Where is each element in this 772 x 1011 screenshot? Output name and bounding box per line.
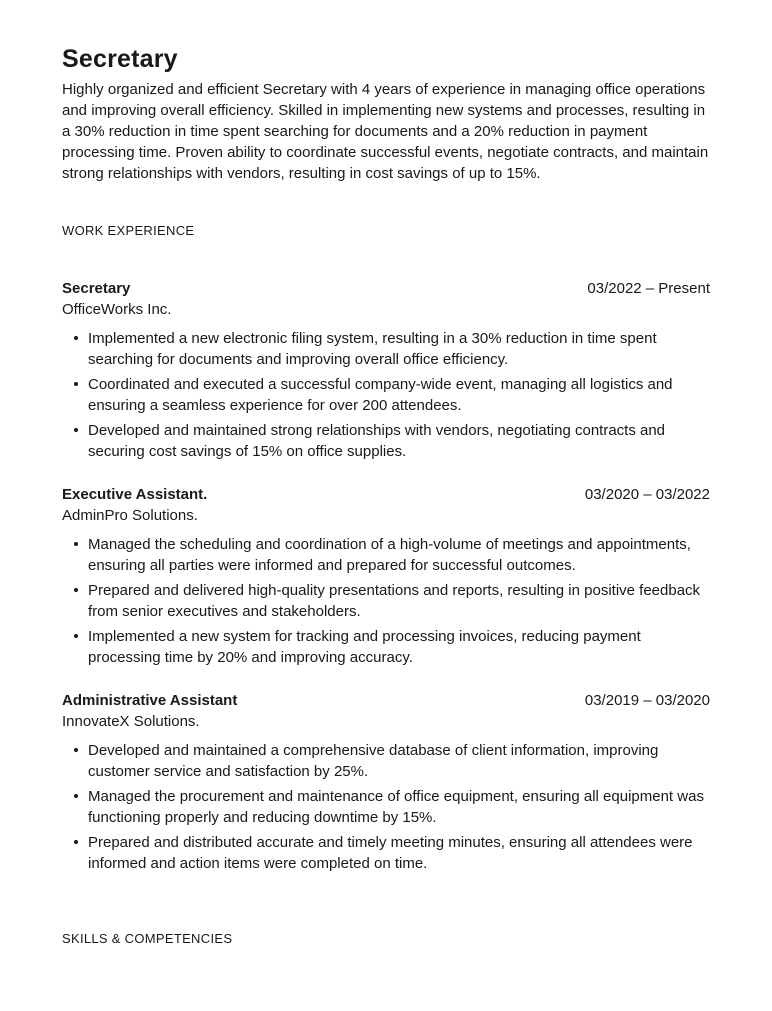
job-title: Secretary (62, 280, 131, 297)
bullet-item (88, 740, 710, 782)
job-dates: 03/2020 – 03/2022 (584, 486, 710, 503)
bullet-dot-icon (74, 336, 78, 340)
job-title: Executive Assistant. (62, 486, 208, 503)
bullet-text: Managed the procurement and maintenance of office equipment, ensuring all equipment was functioning properly and reducing downtime by 15%. (88, 788, 704, 826)
bullet-text: Developed and maintained a comprehensive database of client information, improving customer service and satisfaction by 25%. (88, 742, 659, 780)
bullet-item (88, 580, 710, 622)
job-header (62, 278, 710, 299)
job-company: OfficeWorks Inc. (62, 301, 172, 318)
job-header (62, 484, 710, 505)
job-dates: 03/2022 – Present (587, 280, 710, 297)
bullet-text: Coordinated and executed a successful company-wide event, managing all logistics and ensuring a seamless experience for over 200 attendees. (88, 376, 673, 414)
bullet-dot-icon (74, 634, 78, 638)
job-company: AdminPro Solutions. (62, 507, 198, 524)
section-label-work-experience: WORK EXPERIENCE (62, 223, 195, 238)
bullet-text: Developed and maintained strong relationships with vendors, negotiating contracts and securing cost savings of 15% on office supplies. (88, 422, 666, 460)
bullet-text: Prepared and distributed accurate and timely meeting minutes, ensuring all attendees were informed and action items were completed on time. (88, 834, 693, 872)
bullet-item (88, 374, 710, 416)
job-bullet-list (62, 534, 710, 668)
bullet-text: Implemented a new system for tracking and processing invoices, reducing payment processing time by 20% and improving accuracy. (88, 628, 641, 666)
job-entry-administrative-assistant (62, 690, 710, 874)
bullet-dot-icon (74, 542, 78, 546)
job-dates: 03/2019 – 03/2020 (584, 692, 710, 709)
bullet-text: Managed the scheduling and coordination of a high-volume of meetings and appointments, ensuring all parties were informed and prepared for successful outcomes. (88, 536, 691, 574)
bullet-item (88, 534, 710, 576)
job-header (62, 690, 710, 711)
summary-text: Highly organized and efficient Secretary with 4 years of experience in managing office operations and improving overall efficiency. Skilled in implementing new systems and processes, resulting in a 30% reduction in time spent searching for documents and a 20% reduction in payment processing time. Proven ability to coordinate successful events, negotiate contracts, and maintain strong relationships with vendors, resulting in cost savings of up to 15%. (62, 81, 709, 182)
job-entry-executive-assistant (62, 484, 710, 668)
bullet-text: Prepared and delivered high-quality presentations and reports, resulting in positive feedback from senior executives and stakeholders. (88, 582, 701, 620)
job-bullet-list (62, 328, 710, 462)
bullet-item (88, 420, 710, 462)
bullet-item (88, 626, 710, 668)
resume-title: Secretary (62, 45, 178, 73)
bullet-item (88, 832, 710, 874)
bullet-dot-icon (74, 382, 78, 386)
job-bullet-list (62, 740, 710, 874)
bullet-item (88, 328, 710, 370)
bullet-item (88, 786, 710, 828)
bullet-dot-icon (74, 588, 78, 592)
bullet-dot-icon (74, 794, 78, 798)
section-label-skills-competencies: SKILLS & COMPETENCIES (62, 931, 233, 946)
bullet-text: Implemented a new electronic filing system, resulting in a 30% reduction in time spent searching for documents and improving overall office efficiency. (88, 330, 657, 368)
bullet-dot-icon (74, 840, 78, 844)
job-entry-secretary (62, 278, 710, 462)
job-title: Administrative Assistant (62, 692, 238, 709)
bullet-dot-icon (74, 748, 78, 752)
bullet-dot-icon (74, 428, 78, 432)
job-company: InnovateX Solutions. (62, 713, 200, 730)
